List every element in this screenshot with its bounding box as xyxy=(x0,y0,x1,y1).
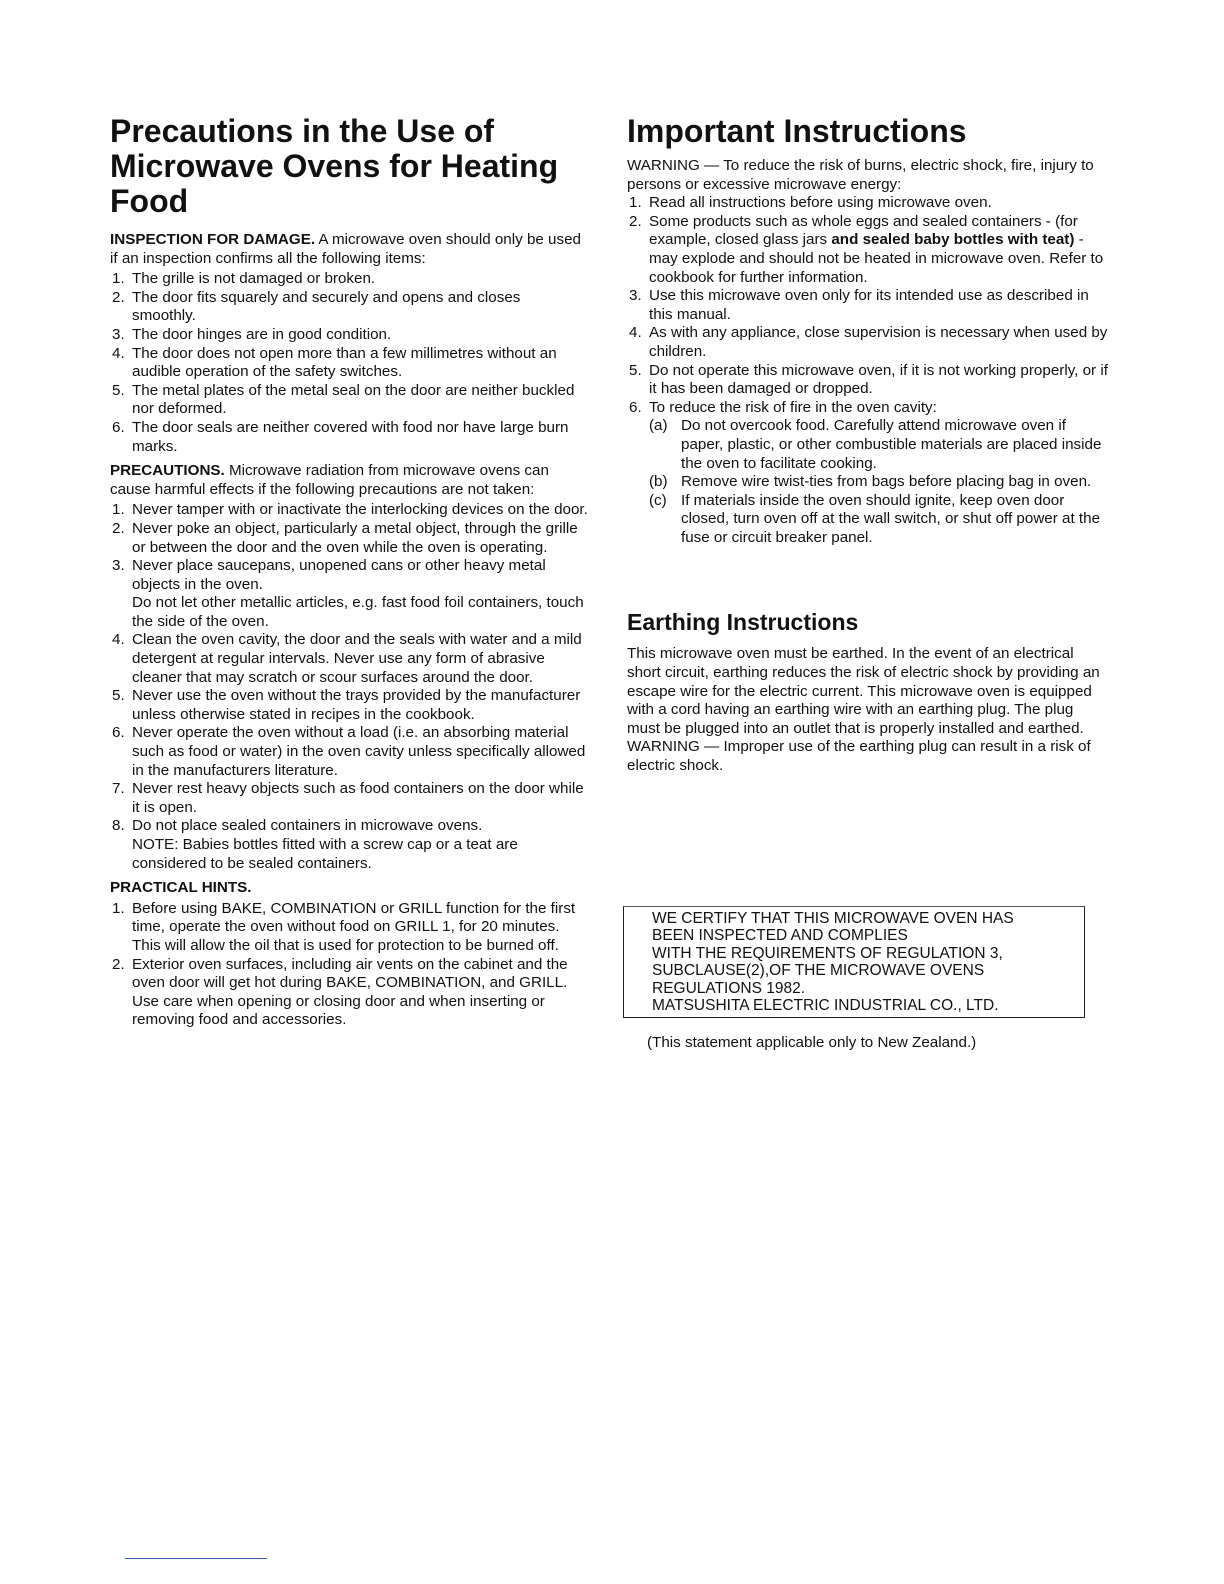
earthing-section xyxy=(627,609,1109,775)
list-item: 4. As with any appliance, close supervision is necessary when used by children. xyxy=(629,324,1108,360)
list-item: 5. Do not operate this microwave oven, if it is not working properly, or if it has been damaged or dropped. xyxy=(629,361,1108,398)
certificate-line: WITH THE REQUIREMENTS OF REGULATION 3, xyxy=(652,944,1003,962)
list-item: 1. Never tamper with or inactivate the interlocking devices on the door. xyxy=(112,501,588,519)
certificate-line: MATSUSHITA ELECTRIC INDUSTRIAL CO., LTD. xyxy=(652,997,999,1015)
hints-heading: PRACTICAL HINTS. xyxy=(110,879,252,897)
precautions-list xyxy=(110,501,588,873)
hints-list xyxy=(110,900,588,1030)
earthing-warning: WARNING — Improper use of the earthing plug can result in a risk of electric shock. xyxy=(627,738,1091,775)
list-item: 8. Do not place sealed containers in microwave ovens. NOTE: Babies bottles fitted with a screw cap or a teat are considered to be sealed containers. xyxy=(112,817,518,872)
precaution-8-note: NOTE: Babies bottles fitted with a screw cap or a teat are considered to be sealed containers. xyxy=(132,836,518,872)
list-item: 2. The door fits squarely and securely and opens and closes smoothly. xyxy=(112,288,521,325)
right-column xyxy=(627,114,1109,776)
list-item: 5. The metal plates of the metal seal on the door are neither buckled nor deformed. xyxy=(112,381,575,418)
list-item: 4. Clean the oven cavity, the door and the seals with water and a mild detergent at regular intervals. Never use any form of abrasive cleaner that may scratch or scour surfaces around the door. xyxy=(112,631,582,686)
precaution-3-extra: Do not let other metallic articles, e.g. fast food foil containers, touch the side of the oven. xyxy=(132,594,584,630)
inspection-list xyxy=(110,270,588,456)
nz-note: (This statement applicable only to New Zealand.) xyxy=(647,1034,977,1051)
inspection-heading: INSPECTION FOR DAMAGE. xyxy=(110,231,316,248)
sub-list-item: (c) If materials inside the oven should ignite, keep oven door closed, turn oven off at the wall switch, or shut off power at the fuse or circuit breaker panel. xyxy=(649,491,1101,546)
list-item: 3. Use this microwave oven only for its intended use as described in this manual. xyxy=(629,287,1089,323)
list-item: 6. The door seals are neither covered with food nor have large burn marks. xyxy=(112,418,569,455)
list-item: 6. Never operate the oven without a load (i.e. an absorbing material such as food or water) in the oven cavity unless specifically allowed in the manufacturers literature. xyxy=(112,724,586,779)
footer-rule xyxy=(125,1558,267,1559)
precautions-heading: PRECAUTIONS. xyxy=(110,462,225,480)
certificate-line: WE CERTIFY THAT THIS MICROWAVE OVEN HAS xyxy=(652,910,1014,927)
list-item: 2. Never poke an object, particularly a metal object, through the grille or between the door and the oven while the oven is operating. xyxy=(112,519,578,556)
inspection-intro: INSPECTION FOR DAMAGE. A microwave oven should only be used if an inspection confirms all the following items: xyxy=(110,231,581,267)
list-item: 5. Never use the oven without the trays provided by the manufacturer unless otherwise stated in recipes in the cookbook. xyxy=(112,687,581,723)
list-item: 1. Read all instructions before using microwave oven. xyxy=(629,194,992,212)
list-item: 1. Before using BAKE, COMBINATION or GRILL function for the first time, operate the oven without food on GRILL 1, for 20 minutes. This will allow the oil that is used for protection to be burned off. xyxy=(112,899,576,954)
list-item: 6. To reduce the risk of fire in the oven cavity: (a) Do not overcook food. Carefully attend microwave oven if paper, plastic, or other combustible materials are placed inside the oven to facilitate cooking. (b) Remove wire twist-ties from bags before placing bag in oven. (c) If materials inside the oven should ignite, keep oven door closed, turn oven off at the wall switch, or shut off power at the fuse or circuit breaker panel. xyxy=(627,399,1109,548)
baby-bottles-emphasis: and sealed baby bottles with teat) xyxy=(831,231,1075,249)
instructions-list xyxy=(627,194,1109,547)
list-item: 7. Never rest heavy objects such as food containers on the door while it is open. xyxy=(112,780,584,816)
sub-list-item: (a) Do not overcook food. Carefully attend microwave oven if paper, plastic, or other combustible materials are placed inside the oven to facilitate cooking. xyxy=(649,417,1102,472)
list-item: 3. Never place saucepans, unopened cans or other heavy metal objects in the oven. Do not let other metallic articles, e.g. fast food foil containers, touch the side of the oven. xyxy=(112,557,584,630)
list-item: 2. Some products such as whole eggs and sealed containers - (for example, closed glass jars and sealed baby bottles with teat) - may explode and should not be heated in microwave oven. Refer to cookbook for further information. xyxy=(629,212,1104,286)
list-item: 4. The door does not open more than a few millimetres without an audible operation of the safety switches. xyxy=(112,344,557,381)
page-title: Precautions in the Use of Microwave Ovens for Heating Food xyxy=(110,113,559,219)
list-item: 3. The door hinges are in good condition. xyxy=(112,325,392,343)
earthing-title: Earthing Instructions xyxy=(627,609,859,636)
fire-sublist xyxy=(649,417,1109,547)
sub-list-item: (b) Remove wire twist-ties from bags before placing bag in oven. xyxy=(649,473,1092,491)
certificate-line: BEEN INSPECTED AND COMPLIES xyxy=(652,927,908,945)
precautions-intro: PRECAUTIONS. Microwave radiation from microwave ovens can cause harmful effects if the following precautions are not taken: xyxy=(110,462,549,498)
warning-text: WARNING — To reduce the risk of burns, electric shock, fire, injury to persons or excessive microwave energy: xyxy=(627,157,1094,193)
important-instructions-title: Important Instructions xyxy=(627,113,967,149)
certificate-line: REGULATIONS 1982. xyxy=(652,979,806,997)
list-item: 1. The grille is not damaged or broken. xyxy=(112,270,376,288)
list-item: 2. Exterior oven surfaces, including air vents on the cabinet and the oven door will get hot during BAKE, COMBINATION, and GRILL. Use care when opening or closing door and when inserting or removing food and accessories. xyxy=(112,955,568,1029)
earthing-body: This microwave oven must be earthed. In the event of an electrical short circuit, earthing reduces the risk of electric shock by providing an escape wire for the electric current. This microwave oven is equipped with a cord having an earthing wire with an earthing plug. The plug must be plugged into an outlet that is properly installed and earthed. xyxy=(627,645,1100,737)
certificate-line: SUBCLAUSE(2),OF THE MICROWAVE OVENS xyxy=(652,962,985,980)
certificate-box xyxy=(623,906,1085,1018)
left-column xyxy=(110,114,588,1036)
